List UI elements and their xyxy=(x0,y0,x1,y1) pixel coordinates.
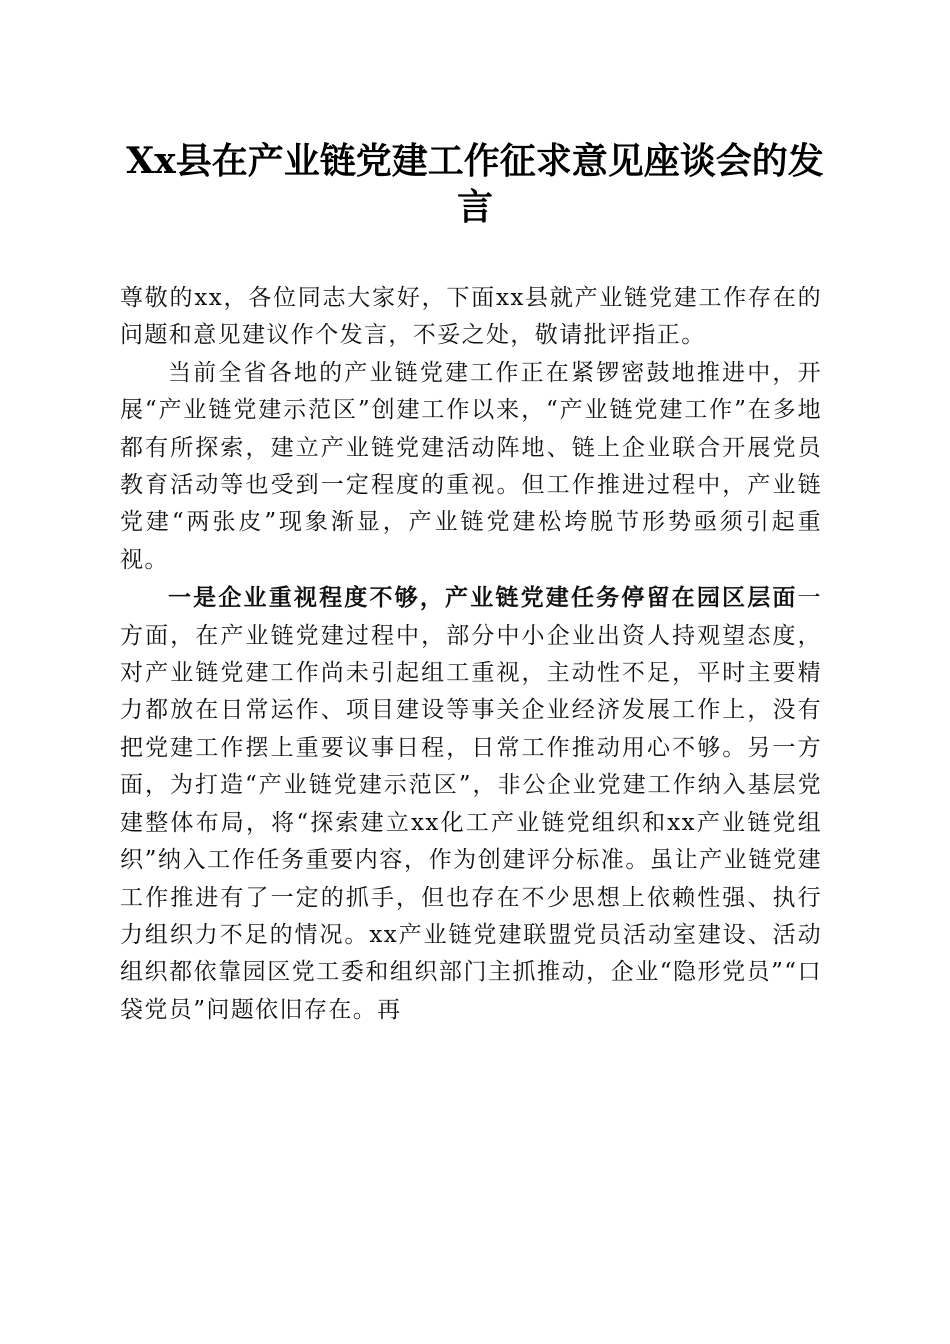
paragraph-background: 当前全省各地的产业链党建工作正在紧锣密鼓地推进中，开展“产业链党建示范区”创建工作以来，“产业链党建工作”在多地都有所探索，建立产业链党建活动阵地、链上企业联合开展党员教育活动等也受到一定程度的重视。但工作推进过程中，产业链党建“两张皮”现象渐显，产业链党建松垮脱节形势亟须引起重视。 xyxy=(120,359,822,573)
document-body xyxy=(120,280,822,1029)
document-title: Xx县在产业链党建工作征求意见座谈会的发言 xyxy=(126,140,824,228)
issue-one-heading: 一是企业重视程度不够，产业链党建任务停留在园区层面 xyxy=(168,584,798,612)
issue-one-text: 一方面，在产业链党建过程中，部分中小企业出资人持观望态度，对产业链党建工作尚未引起组工重视，主动性不足，平时主要精力都放在日常运作、项目建设等事关企业经济发展工作上，没有把党建工作摆上重要议事日程，日常工作推动用心不够。另一方面，为打造“产业链党建示范区”，非公企业党建工作纳入基层党建整体布局，将“探索建立xx化工产业链党组织和xx产业链党组织”纳入工作任务重要内容，作为创建评分标准。虽让产业链党建工作推进有了一定的抓手，但也存在不少思想上依赖性强、执行力组织力不足的情况。xx产业链党建联盟党员活动室建设、活动组织都依靠园区党工委和组织部门主抓推动，企业“隐形党员”“口袋党员”问题依旧存在。再 xyxy=(120,585,822,1023)
paragraph-greeting: 尊敬的xx，各位同志大家好，下面xx县就产业链党建工作存在的问题和意见建议作个发言，不妥之处，敬请批评指正。 xyxy=(120,285,822,349)
paragraph-issue-one xyxy=(120,579,822,1029)
